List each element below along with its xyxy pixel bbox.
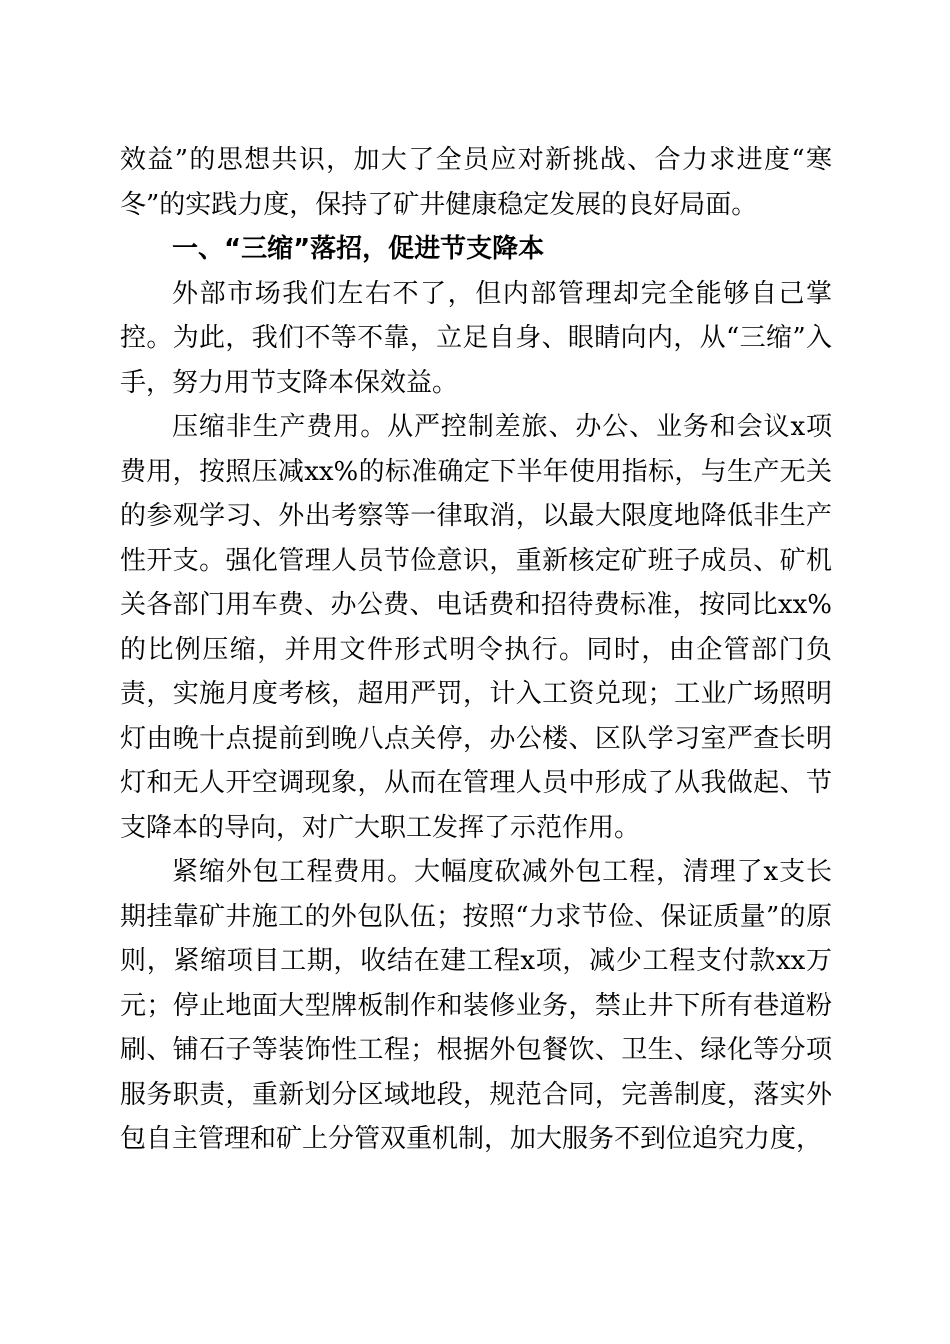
- document-body: [120, 138, 832, 1162]
- paragraph-continued: 效益”的思想共识，加大了全员应对新挑战、合力求进度“寒冬”的实践力度，保持了矿井健康稳定发展的良好局面。: [120, 145, 832, 220]
- section-heading: 一、“三缩”落招，促进节支降本: [172, 234, 545, 264]
- paragraph-intro: 外部市场我们左右不了，但内部管理却完全能够自己掌控。为此，我们不等不靠，立足自身、眼睛向内，从“三缩”入手，努力用节支降本保效益。: [120, 278, 832, 398]
- paragraph-outsourcing-costs: 紧缩外包工程费用。大幅度砍减外包工程，清理了x支长期挂靠矿井施工的外包队伍；按照“力求节俭、保证质量”的原则，紧缩项目工期，收结在建工程x项，减少工程支付款xx万元；停止地面大型牌板制作和装修业务，禁止井下所有巷道粉刷、铺石子等装饰性工程；根据外包餐饮、卫生、绿化等分项服务职责，重新划分区域地段，规范合同，完善制度，落实外包自主管理和矿上分管双重机制，加大服务不到位追究力度，: [120, 857, 832, 1154]
- paragraph-nonproduction-costs: 压缩非生产费用。从严控制差旅、办公、业务和会议x项费用，按照压减xx%的标准确定下半年使用指标，与生产无关的参观学习、外出考察等一律取消，以最大限度地降低非生产性开支。强化管理人员节俭意识，重新核定矿班子成员、矿机关各部门用车费、办公费、电话费和招待费标准，按同比xx%的比例压缩，并用文件形式明令执行。同时，由企管部门负责，实施月度考核，超用严罚，计入工资兑现；工业广场照明灯由晚十点提前到晚八点关停，办公楼、区队学习室严查长明灯和无人开空调现象，从而在管理人员中形成了从我做起、节支降本的导向，对广大职工发挥了示范作用。: [120, 412, 832, 843]
